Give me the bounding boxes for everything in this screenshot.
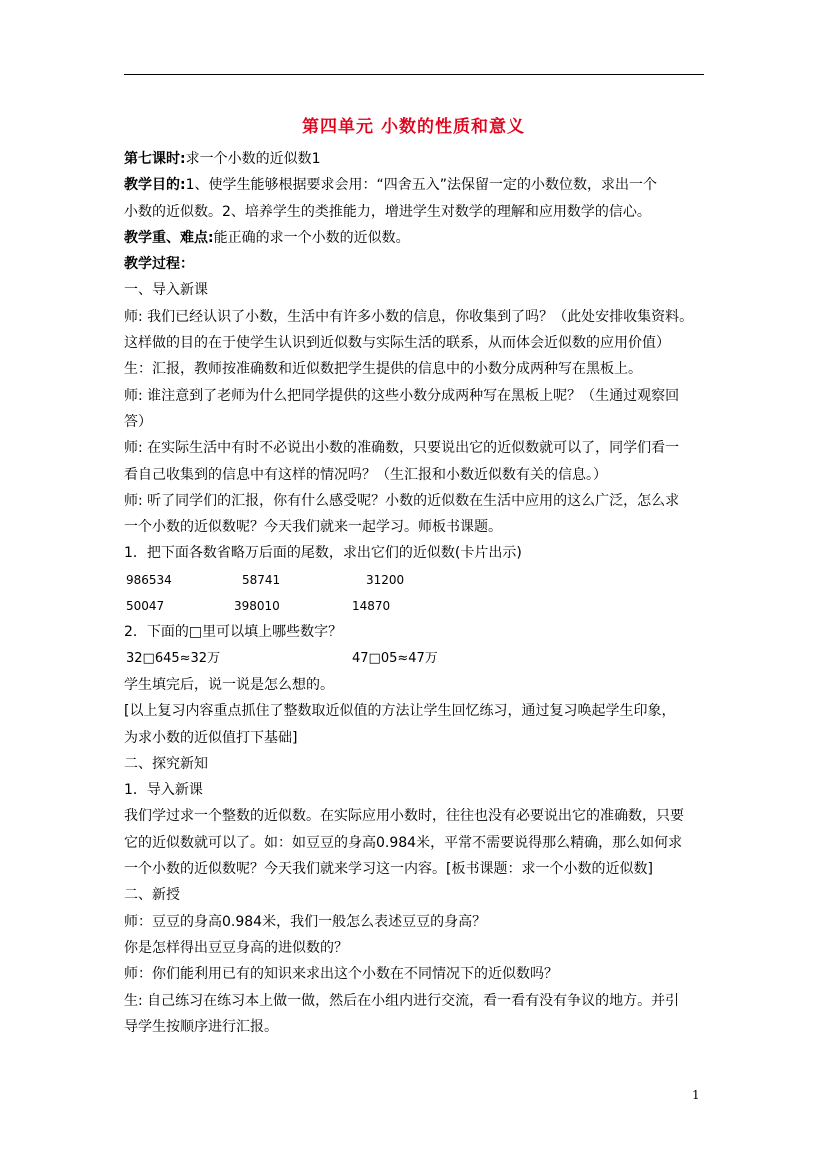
section-2-heading: 二、探究新知	[124, 755, 208, 772]
lesson-label: 第七课时:	[124, 151, 186, 167]
section-1-heading: 一、导入新课	[124, 282, 208, 299]
paragraph-12-line-2: 导学生按顺序进行汇报。	[124, 1018, 278, 1035]
header-rule	[124, 74, 704, 75]
question-2-item-a: 32□645≈32万	[126, 650, 221, 666]
key-line	[124, 225, 704, 251]
number-item: 50047	[126, 599, 165, 614]
paragraph-8-line-1: 我们学过求一个整数的近似数。在实际应用小数时，往往也没有必要说出它的准确数，只要	[124, 808, 684, 825]
goal-line-1	[124, 172, 704, 198]
paragraph-6: 学生填完后，说一说是怎么想的。	[124, 676, 334, 693]
lesson-text: 求一个小数的近似数1	[185, 151, 321, 167]
paragraph-11: 师：你们能利用已有的知识来求出这个小数在不同情况下的近似数吗？	[124, 966, 558, 983]
question-2: 2．下面的□里可以填上哪些数字？	[124, 624, 343, 641]
paragraph-3-line-1: 师: 谁注意到了老师为什么把同学提供的这些小数分成两种写在黑板上呢？（生通过观察回	[124, 387, 680, 404]
page-number: 1	[692, 1088, 700, 1102]
question-2-items	[124, 646, 704, 672]
goal-line-2: 小数的近似数。2、培养学生的类推能力，增进学生对数学的理解和应用数学的信心。	[124, 203, 651, 220]
number-item: 58741	[242, 572, 281, 587]
paragraph-7-line-2: 为求小数的近似值打下基础]	[124, 729, 298, 746]
paragraph-4-line-2: 看自己收集到的信息中有这样的情况吗？（生汇报和小数近似数有关的信息。）	[124, 466, 607, 483]
paragraph-5-line-2: 一个小数的近似数呢？今天我们就来一起学习。师板书课题。	[124, 519, 502, 536]
paragraph-12-line-1: 生: 自己练习在练习本上做一做，然后在小组内进行交流，看一看有没有争议的地方。并引	[124, 992, 680, 1009]
paragraph-10: 你是怎样得出豆豆身高的进似数的？	[124, 939, 348, 956]
number-item: 14870	[352, 599, 391, 614]
goal-text-1: 1、使学生能够根据要求会用：“四舍五入”法保留一定的小数位数，求出一个	[185, 177, 658, 194]
section-2-subheading: 1．导入新课	[124, 782, 203, 799]
paragraph-8-line-3: 一个小数的近似数呢？今天我们就来学习这一内容。[板书课题：求一个小数的近似数]	[124, 861, 653, 878]
question-1: 1．把下面各数省略万后面的尾数，求出它们的近似数(卡片出示)	[124, 545, 522, 562]
lesson-line	[124, 146, 704, 172]
paragraph-3-line-2: 答）	[124, 413, 152, 430]
paragraph-8-line-2: 它的近似数就可以了。如：如豆豆的身高0.984米，平常不需要说得那么精确，那么如何求	[124, 834, 683, 851]
numbers-row-1	[124, 567, 704, 593]
paragraph-4-line-1: 师: 在实际生活中有时不必说出小数的准确数，只要说出它的近似数就可以了，同学们看一	[124, 440, 680, 457]
numbers-row-2	[124, 593, 704, 619]
page-title: 第四单元 小数的性质和意义	[302, 117, 525, 137]
paragraph-1-line-1: 师: 我们已经认识了小数，生活中有许多小数的信息，你收集到了吗？（此处安排收集资料。	[124, 308, 694, 325]
paragraph-2: 生：汇报，教师按准确数和近似数把学生提供的信息中的小数分成两种写在黑板上。	[124, 361, 642, 378]
section-3-heading: 二、新授	[124, 887, 180, 904]
paragraph-1-line-2: 这样做的目的在于使学生认识到近似数与实际生活的联系，从而体会近似数的应用价值）	[124, 335, 670, 352]
key-label: 教学重、难点:	[124, 229, 214, 246]
number-item: 31200	[366, 572, 405, 587]
document-body	[124, 146, 704, 1040]
goal-label: 教学目的:	[124, 177, 186, 194]
paragraph-5-line-1: 师: 听了同学们的汇报，你有什么感受呢？小数的近似数在生活中应用的这么广泛，怎么求	[124, 492, 680, 509]
number-item: 398010	[234, 599, 280, 614]
paragraph-9: 师：豆豆的身高0.984米，我们一般怎么表述豆豆的身高？	[124, 913, 487, 930]
question-2-item-b: 47□05≈47万	[352, 650, 438, 666]
number-item: 986534	[126, 572, 172, 587]
paragraph-7-line-1: [以上复习内容重点抓住了整数取近似值的方法让学生回忆练习，通过复习唤起学生印象，	[124, 703, 676, 720]
key-text: 能正确的求一个小数的近似数。	[213, 229, 410, 246]
process-label: 教学过程：	[124, 256, 194, 273]
